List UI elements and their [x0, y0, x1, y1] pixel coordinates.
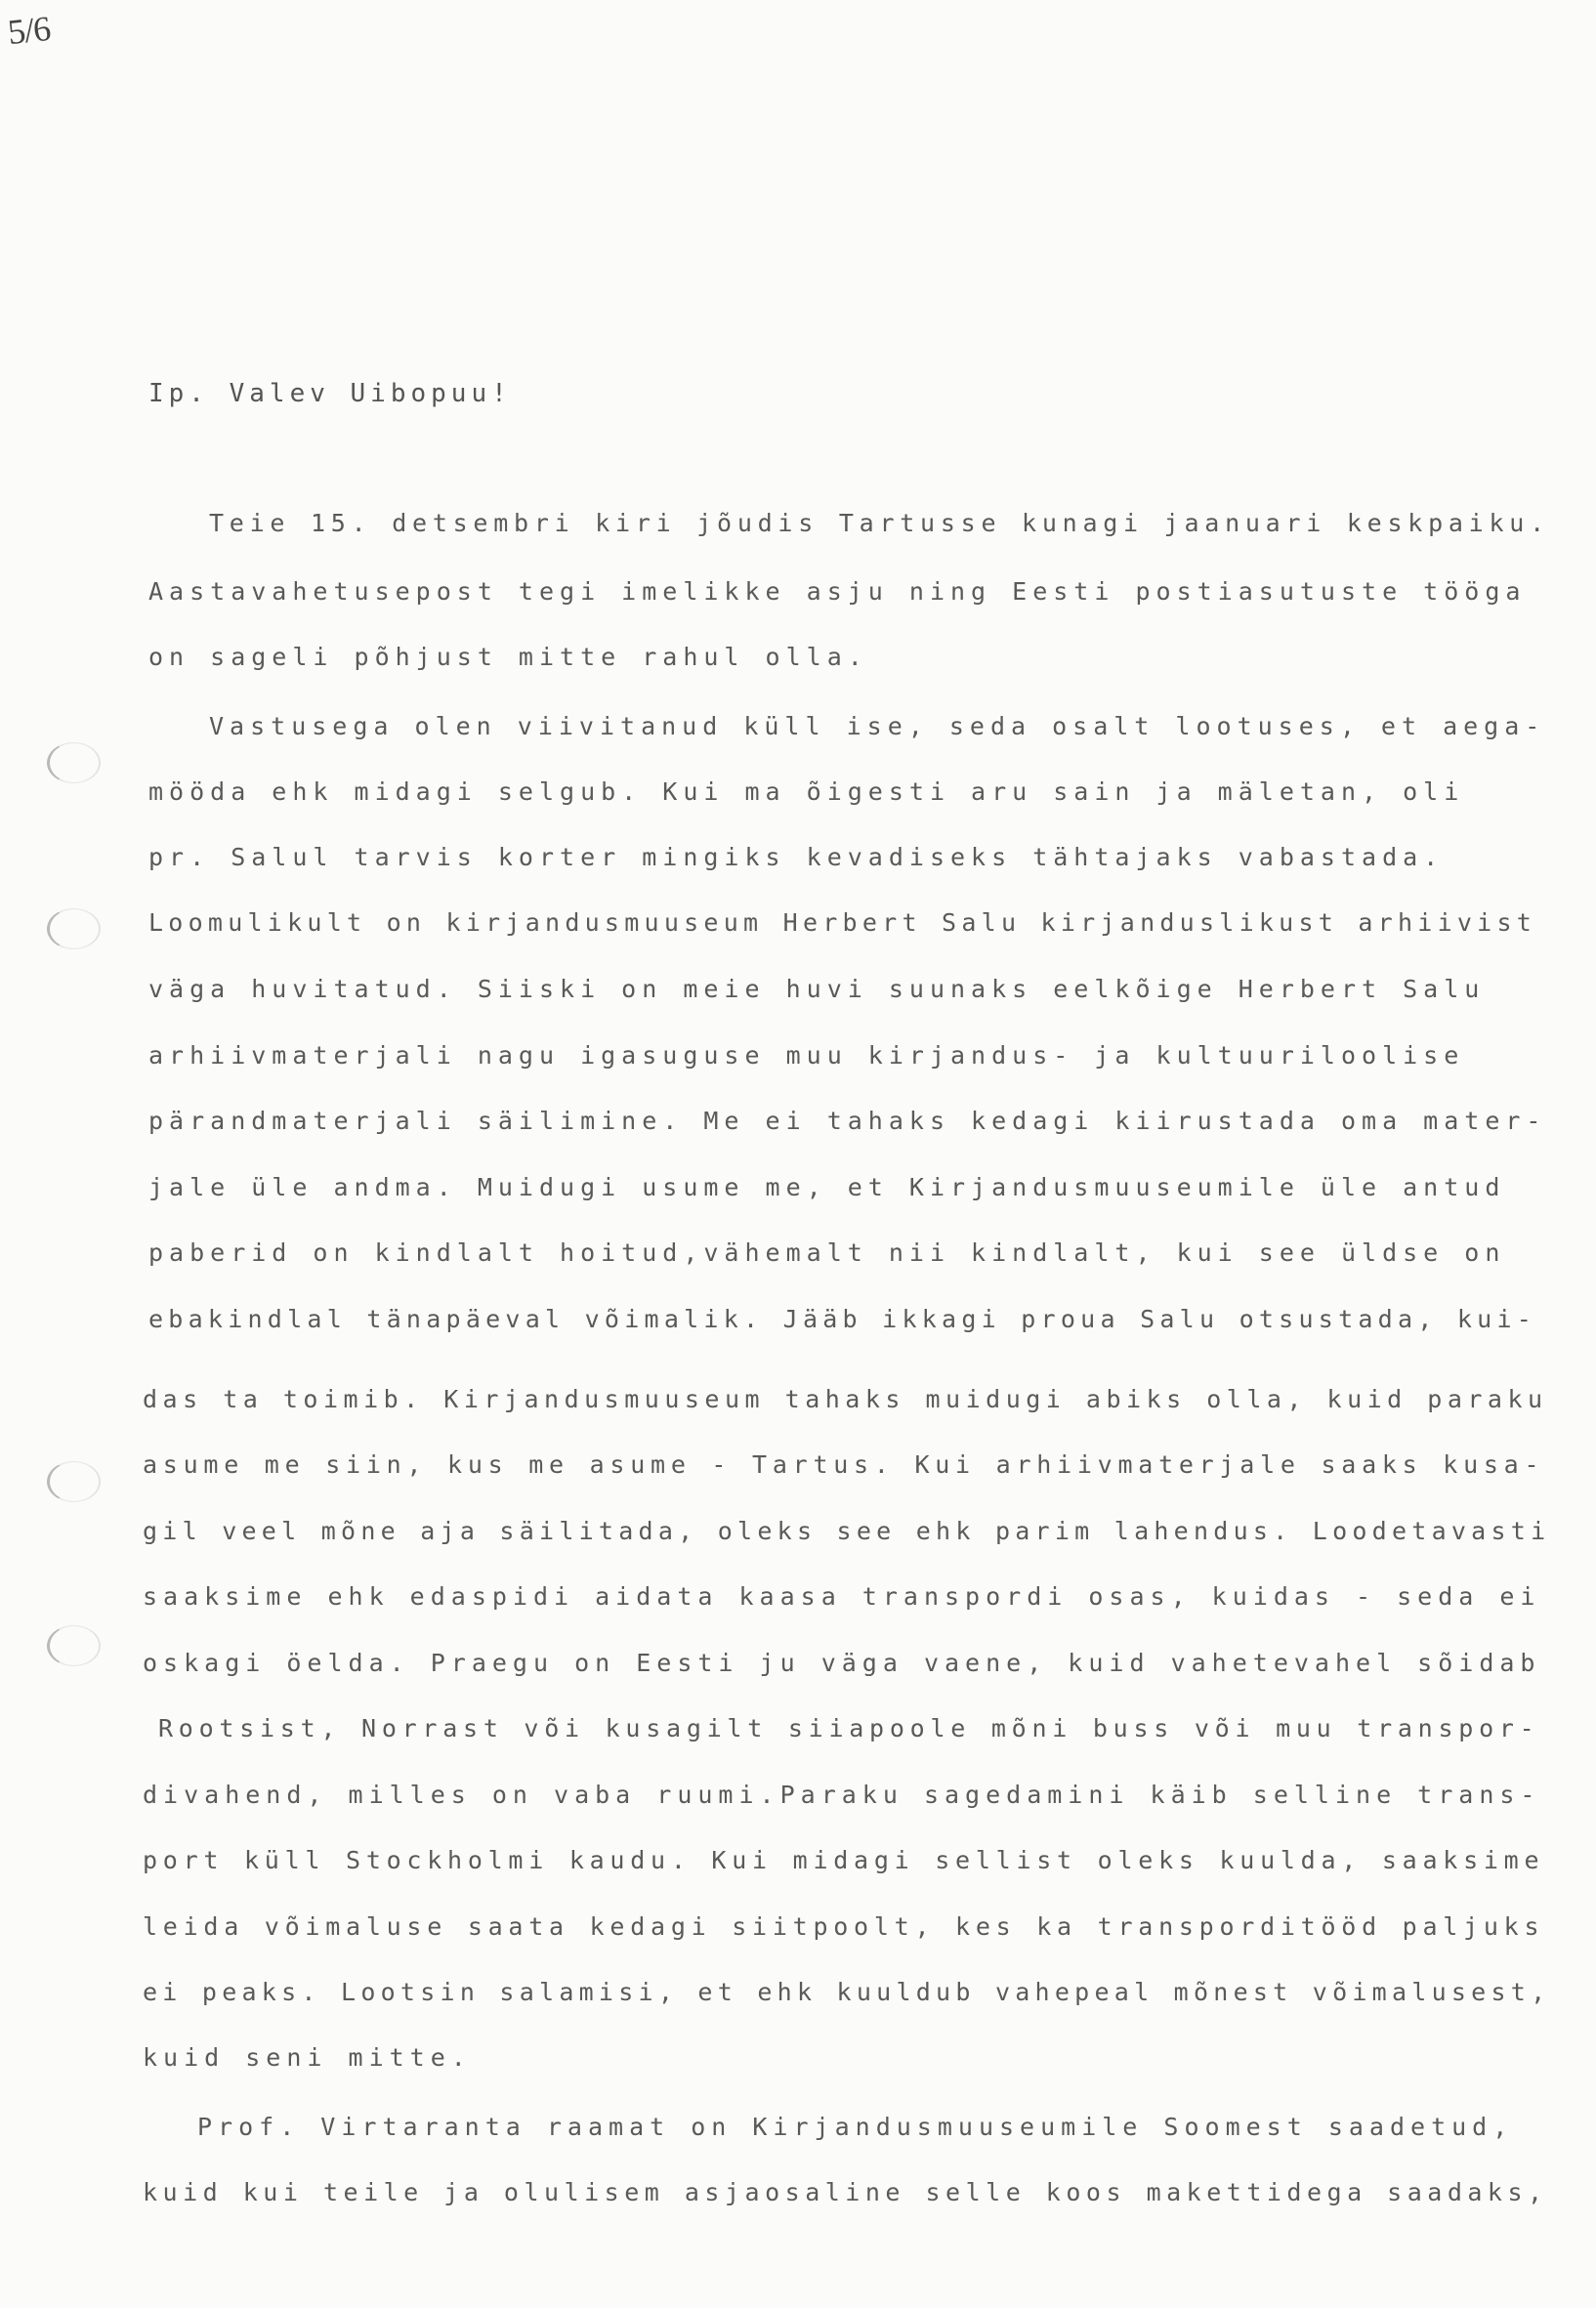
body-line: leida võimaluse saata kedagi siitpoolt, kes ka transporditööd paljuks	[143, 1912, 1545, 1941]
body-line: väga huvitatud. Siiski on meie huvi suunaks eelkõige Herbert Salu	[148, 975, 1486, 1003]
body-line: das ta toimib. Kirjandusmuuseum tahaks muidugi abiks olla, kuid paraku	[143, 1385, 1548, 1413]
body-line: pärandmaterjali säilimine. Me ei tahaks kedagi kiirustada oma mater-	[148, 1107, 1547, 1135]
body-line: saaksime ehk edaspidi aidata kaasa transpordi osas, kuidas - seda ei	[143, 1582, 1541, 1611]
body-line: asume me siin, kus me asume - Tartus. Kui arhiivmaterjale saaks kusa-	[143, 1450, 1545, 1479]
body-line: port küll Stockholmi kaudu. Kui midagi sellist oleks kuulda, saaksime	[143, 1846, 1545, 1874]
body-line: ei peaks. Lootsin salamisi, et ehk kuuldub vahepeal mõnest võimalusest,	[143, 1978, 1551, 2006]
body-line: kuid seni mitte.	[143, 2043, 472, 2072]
body-line: Rootsist, Norrast või kusagilt siiapoole mõni buss või muu transpor-	[158, 1714, 1540, 1742]
body-line: oskagi öelda. Praegu on Eesti ju väga vaene, kuid vahetevahel sõidab	[143, 1649, 1541, 1677]
body-line: Aastavahetusepost tegi imelikke asju ning Eesti postiasutuste tööga	[148, 577, 1527, 606]
page-number: 5/6	[6, 8, 52, 53]
body-line: arhiivmaterjali nagu igasuguse muu kirjandus- ja kultuuriloolise	[148, 1041, 1465, 1070]
body-line: gil veel mõne aja säilitada, oleks see ehk parim lahendus. Loodetavasti	[143, 1517, 1551, 1545]
salutation: Ip. Valev Uibopuu!	[148, 379, 512, 408]
punch-hole	[47, 1625, 101, 1666]
body-line: divahend, milles on vaba ruumi.Paraku sagedamini käib selline trans-	[143, 1781, 1541, 1809]
body-line: Teie 15. detsembri kiri jõudis Tartusse kunagi jaanuari keskpaiku.	[209, 509, 1550, 537]
body-line: on sageli põhjust mitte rahul olla.	[148, 643, 868, 671]
body-line: Vastusega olen viivitanud küll ise, seda osalt lootuses, et aega-	[209, 712, 1546, 740]
body-line: Loomulikult on kirjandusmuuseum Herbert Salu kirjanduslikust arhiivist	[148, 908, 1537, 937]
punch-hole	[47, 1461, 101, 1502]
body-line: jale üle andma. Muidugi usume me, et Kirjandusmuuseumile üle antud	[148, 1173, 1506, 1201]
body-line: ebakindlal tänapäeval võimalik. Jääb ikkagi proua Salu otsustada, kui-	[148, 1305, 1537, 1333]
body-line: Prof. Virtaranta raamat on Kirjandusmuuseumile Soomest saadetud,	[197, 2113, 1514, 2141]
punch-hole	[47, 742, 101, 783]
body-line: mööda ehk midagi selgub. Kui ma õigesti aru sain ja mäletan, oli	[148, 777, 1465, 806]
body-line: pr. Salul tarvis korter mingiks kevadiseks tähtajaks vabastada.	[148, 843, 1445, 871]
body-line: paberid on kindlalt hoitud,vähemalt nii kindlalt, kui see üldse on	[148, 1238, 1506, 1267]
punch-hole	[47, 908, 101, 949]
body-line: kuid kui teile ja olulisem asjaosaline selle koos makettidega saadaks,	[143, 2178, 1548, 2206]
